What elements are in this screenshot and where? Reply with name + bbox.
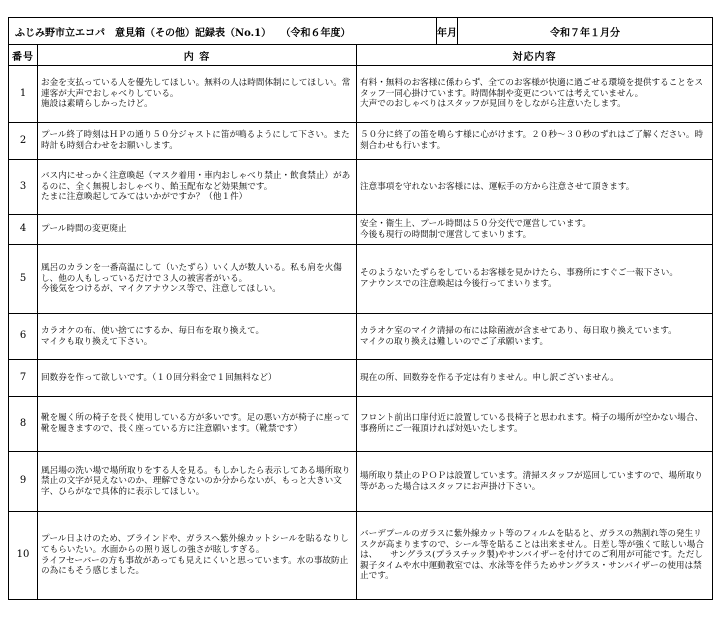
row-content-text: 靴を履く所の椅子を長く使用している方が多いです。足の悪い方が椅子に座って靴を履きますので、長く座っている方に注意願います。（靴禁です） bbox=[41, 413, 350, 434]
row-content-text: プール終了時刻はＨＰの通り５０分ジャストに笛が鳴るようにして下さい。また時計も時刻合わせをお願いします。 bbox=[41, 130, 350, 151]
header-row bbox=[9, 18, 713, 45]
column-header-row bbox=[9, 45, 713, 66]
row-content bbox=[38, 215, 357, 245]
row-content-text: プール時間の変更廃止 bbox=[41, 224, 127, 235]
row-response-text: バーデプールのガラスに紫外線カット等のフィルムを貼ると、ガラスの熱割れ等の発生リスクが高まりますので、シール等を貼ることは出来ません。日差し等が強くて眩しい場合は、 サングラス(プラスチック製)やサンバイザーを付けてのご利用が可能です。ただし親子タイムや水中運動教室では、水泳等を伴うためサングラス・サンバイザーの使用は禁止です。 bbox=[360, 529, 704, 582]
row-response bbox=[357, 245, 713, 314]
record-table bbox=[8, 17, 713, 600]
row-response-text: そのようないたずらをしているお客様を見かけたら、事務所にすぐご一報下さい。 アナウンスでの注意喚起は今後行ってまいります。 bbox=[360, 268, 678, 289]
month-value: 令和７年１月分 bbox=[458, 18, 713, 45]
row-response-text: フロント前出口扉付近に設置している長椅子と思われます。椅子の場所が空かない場合、事務所にご一報頂ければ対処いたします。 bbox=[360, 413, 704, 434]
row-response bbox=[357, 512, 713, 600]
row-response bbox=[357, 160, 713, 215]
table-row bbox=[9, 314, 713, 360]
table-row bbox=[9, 245, 713, 314]
row-content-text: 風呂のカランを一番高温にして（いたずら）いく人が数人いる。私も肩を火傷し、他の人もしっているだけで３人の被害者がいる。 今後気をつけるが、マイクアナウンス等で、注意してほしい。 bbox=[41, 263, 342, 295]
month-label: 年月 bbox=[437, 18, 458, 45]
row-content bbox=[38, 245, 357, 314]
row-content bbox=[38, 512, 357, 600]
row-content-text: カラオケの布、使い捨てにするか、毎日布を取り換えて。 マイクも取り換えて下さい。 bbox=[41, 325, 265, 347]
row-number: 7 bbox=[9, 360, 38, 397]
column-header-content: 内 容 bbox=[38, 45, 357, 66]
row-response bbox=[357, 66, 713, 123]
row-response-text: ５０分に終了の笛を鳴らす様に心がけます。２０秒～３０秒のずれはご了解ください。時刻合わせも行います。 bbox=[360, 130, 704, 151]
row-response bbox=[357, 215, 713, 245]
table-row bbox=[9, 512, 713, 600]
row-content bbox=[38, 314, 357, 360]
row-response bbox=[357, 452, 713, 512]
row-number: 8 bbox=[9, 397, 38, 452]
row-content bbox=[38, 66, 357, 123]
row-number: 2 bbox=[9, 123, 38, 160]
row-content-text: 回数券を作って欲しいです。（１０回分料金で１回無料など） bbox=[41, 372, 277, 383]
fiscal-year: （令和６年度） bbox=[280, 27, 351, 39]
table-row bbox=[9, 160, 713, 215]
row-number: 4 bbox=[9, 215, 38, 245]
table-row bbox=[9, 66, 713, 123]
row-number: 9 bbox=[9, 452, 38, 512]
table-row bbox=[9, 360, 713, 397]
row-response-text: 有料・無料のお客様に係わらず、全てのお客様が快適に過ごせる環境を提供することをスタッフ一同心掛けています。時間体制や変更については考えていません。 大声でのおしゃべりはスタッフが見回りをしながら注意いたします。 bbox=[360, 78, 704, 110]
row-number: 5 bbox=[9, 245, 38, 314]
row-response-text: カラオケ室のマイク清掃の布には除菌液が含ませてあり、毎日取り換えています。 マイクの取り換えは難しいのでご了承願います。 bbox=[360, 325, 677, 347]
row-content bbox=[38, 160, 357, 215]
document-title: ふじみ野市立エコパ 意見箱（その他）記録表（No.1） bbox=[15, 27, 272, 39]
row-content bbox=[38, 360, 357, 397]
column-header-number: 番号 bbox=[9, 45, 38, 66]
row-content-text: プール日よけのため、ブラインドや、ガラスへ紫外線カットシールを貼るなりしてもらいたい。水面からの照り返しの強さが眩しすぎる。 ライフセーバーの方も事故があっても見えにくいと思っています。水の事故防止の為にもそう感じました。 bbox=[41, 534, 349, 577]
row-content-text: バス内にせっかく注意喚起（マスク着用・車内おしゃべり禁止・飲食禁止）があるのに、全く無視しおしゃべり、飴玉配布など効果無です。 たまに注意喚起してみてはいかがですか？（他１件） bbox=[41, 171, 351, 203]
row-content bbox=[38, 397, 357, 452]
row-response-text: 現在の所、回数券を作る予定は有りません。申し訳ございません。 bbox=[360, 372, 619, 383]
row-content bbox=[38, 123, 357, 160]
row-number: 1 bbox=[9, 66, 38, 123]
row-number: 10 bbox=[9, 512, 38, 600]
document-title-cell bbox=[9, 18, 437, 45]
row-response bbox=[357, 360, 713, 397]
row-number: 6 bbox=[9, 314, 38, 360]
row-response bbox=[357, 123, 713, 160]
row-response-text: 場所取り禁止のＰＯＰは設置しています。清掃スタッフが巡回していますので、場所取り等があった場合はスタッフにお声掛け下さい。 bbox=[360, 470, 703, 492]
row-content-text: 風呂場の洗い場で場所取りをする人を見る。もしかしたら表示してある場所取り禁止の文字が見えないのか、理解できないのか分からないが、もっと大きい文字、ひらがなで具体的に表示してほしい。 bbox=[41, 465, 351, 497]
row-number: 3 bbox=[9, 160, 38, 215]
table-row bbox=[9, 452, 713, 512]
column-header-response: 対応内容 bbox=[357, 45, 713, 66]
row-content-text: お金を支払っている人を優先してほしい。無料の人は時間体制にしてほしい。常連客が大声でおしゃべりしている。 施設は素晴らしかったけど。 bbox=[41, 78, 351, 110]
row-response bbox=[357, 314, 713, 360]
table-row bbox=[9, 123, 713, 160]
row-content bbox=[38, 452, 357, 512]
row-response-text: 注意事項を守れないお客様には、運転手の方から注意させて頂きます。 bbox=[360, 181, 635, 192]
table-row bbox=[9, 397, 713, 452]
record-sheet bbox=[8, 17, 713, 600]
row-response-text: 安全・衛生上、プール時間は５０分交代で運営しています。 今後も現行の時間制で運営してまいります。 bbox=[360, 218, 591, 240]
row-response bbox=[357, 397, 713, 452]
table-row bbox=[9, 215, 713, 245]
